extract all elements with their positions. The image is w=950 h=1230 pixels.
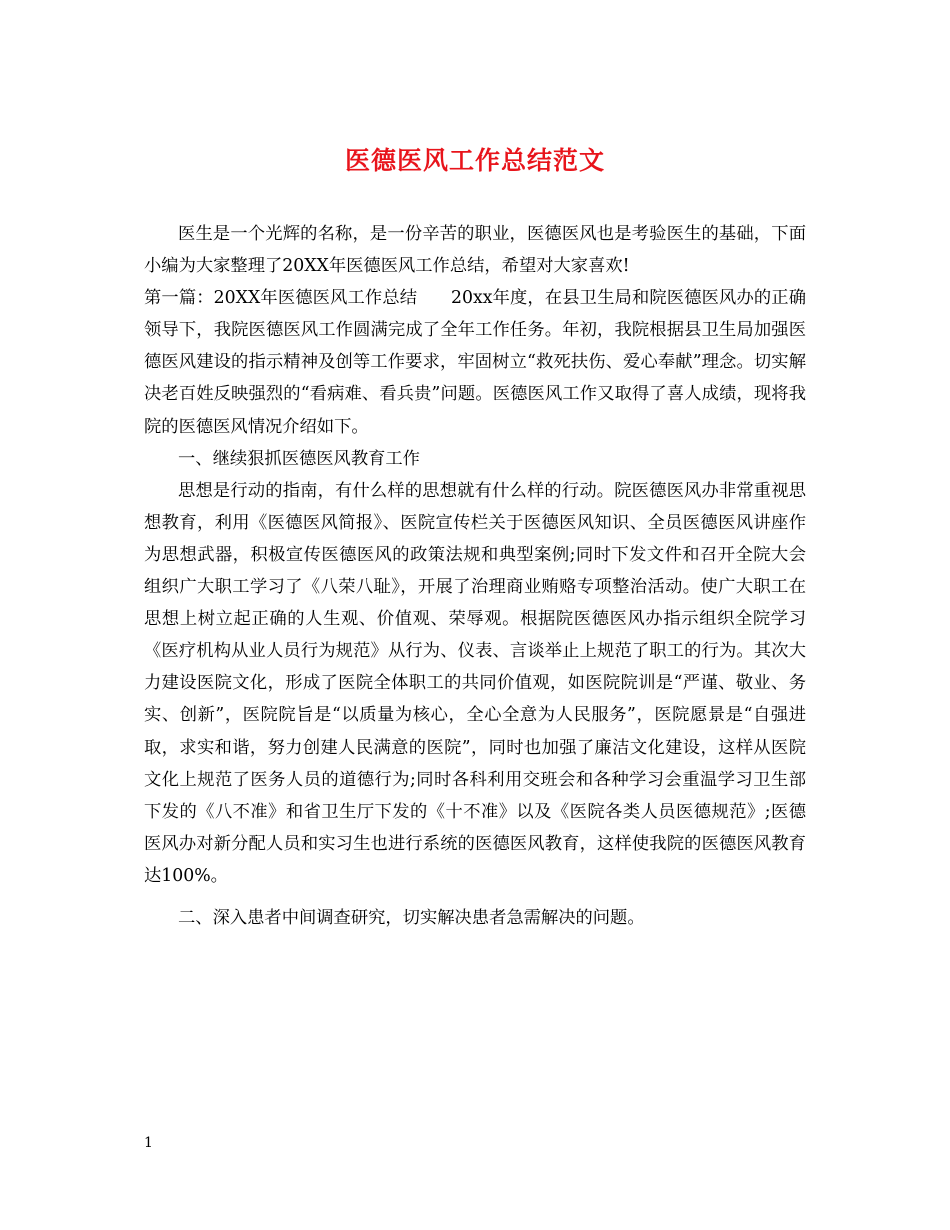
section-heading-one: 一、继续狠抓医德医风教育工作 [178, 448, 420, 469]
document-body [144, 218, 806, 934]
page-number: 1 [144, 1135, 153, 1151]
intro-paragraph: 医生是一个光辉的名称，是一份辛苦的职业，医德医风也是考验医生的基础，下面小编为大家整理了20XX年医德医风工作总结，希望对大家喜欢! [144, 224, 806, 277]
chapter-one-paragraph: 第一篇：20XX年医德医风工作总结 20xx年度，在县卫生局和院医德医风办的正确领导下，我院医德医风工作圆满完成了全年工作任务。年初，我院根据县卫生局加强医德医风建设的指示精神及创等工作要求，牢固树立“救死扶伤、爱心奉献”理念。切实解决老百姓反映强烈的“看病难、看兵贵”问题。医德医风工作又取得了喜人成绩，现将我院的医德医风情况介绍如下。 [144, 288, 806, 437]
section-heading-two: 二、深入患者中间调查研究，切实解决患者急需解决的问题。 [178, 907, 645, 928]
education-paragraph: 思想是行动的指南，有什么样的思想就有什么样的行动。院医德医风办非常重视思想教育，利用《医德医风简报》、医院宣传栏关于医德医风知识、全员医德医风讲座作为思想武器，积极宣传医德医风的政策法规和典型案例;同时下发文件和召开全院大会组织广大职工学习了《八荣八耻》，开展了治理商业贿赂专项整治活动。使广大职工在思想上树立起正确的人生观、价值观、荣辱观。根据院医德医风办指示组织全院学习《医疗机构从业人员行为规范》从行为、仪表、言谈举止上规范了职工的行为。其次大力建设医院文化，形成了医院全体职工的共同价值观，如医院院训是“严谨、敬业、务实、创新”，医院院旨是“以质量为核心，全心全意为人民服务”，医院愿景是“自强进取，求实和谐，努力创建人民满意的医院”，同时也加强了廉洁文化建设，这样从医院文化上规范了医务人员的道德行为;同时各科利用交班会和各种学习会重温学习卫生部下发的《八不准》和省卫生厅下发的《十不准》以及《医院各类人员医德规范》;医德医风办对新分配人员和实习生也进行系统的医德医风教育，这样使我院的医德医风教育达100%。 [144, 480, 806, 886]
document-title: 医德医风工作总结范文 [344, 146, 605, 175]
